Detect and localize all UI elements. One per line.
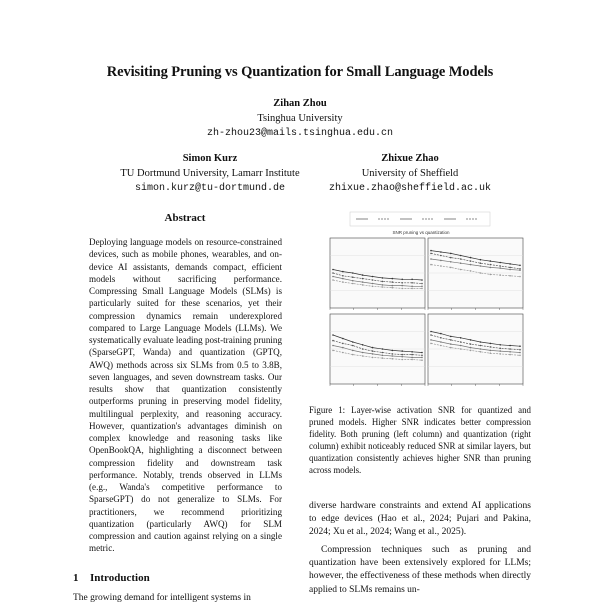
snr-data-point [372,357,374,359]
author-name: Simon Kurz [182,153,238,164]
abstract-heading: Abstract [164,212,206,224]
snr-data-point [430,264,432,266]
author-email: zh-zhou23@mails.tsinghua.edu.cn [206,128,394,139]
figure-1 [310,208,532,398]
author-name: Zhixue Zhao [381,153,439,164]
figure-caption: Figure 1: Layer-wise activation SNR for quantized and pruned models. Higher SNR indicates better compression fidelity. Both pruning (left column) and quantization (right column) exhibit noticeably reduced SNR at similar layers, but quantization consistently achieves higher SNR than pruning across models. [309,405,531,475]
snr-data-point [392,281,394,283]
snr-data-point [352,341,354,343]
snr-data-point [490,352,492,354]
snr-data-point [362,348,364,350]
snr-data-point [480,345,482,347]
snr-data-point [392,287,394,289]
snr-data-point [332,272,334,274]
snr-data-point [519,276,521,278]
snr-data-point [509,348,511,350]
snr-data-point [499,265,501,267]
snr-data-point [421,359,423,361]
snr-data-point [362,355,364,357]
snr-data-point [382,357,384,359]
snr-data-point [372,279,374,281]
snr-data-point [401,279,403,281]
snr-data-point [519,349,521,351]
abstract-text: Deploying language models on resource-constrained devices, such as mobile phones, wearables, and on-device AI assistants, demands compact, efficient models without sacrificing performance. Compressing Small Language Models (SLMs) is particularly suited for these scenarios, yet their compression dynamics remain underexplored compared to Large Language Models (LLMs). We systematically evaluate leading post-training pruning (SparseGPT, Wanda) and quantization (GPTQ, AWQ) methods across six SLMs from 0.5 to 3.8B, seven languages, and seven downstream tasks. Our results show that quantization consistently outperforms pruning in preserving model fidelity, multilingual perplexity, and reasoning accuracy. However, quantization's advantages diminish on complex knowledge and reasoning tasks like OpenBookQA, highlighting a disconnect between compression fidelity and downstream task performance. Notably, trends observed in LLMs (e.g., Wanda's competitive performance to SparseGPT) do not generalize to SLMs. For practitioners, we recommend prioritizing quantization (particularly AWQ) for SLM compression and caution against relying on a single metric. [89,237,282,554]
snr-data-point [392,278,394,280]
snr-data-point [332,345,334,347]
snr-data-point [499,350,501,352]
snr-data-point [352,280,354,282]
section-heading [73,572,150,584]
snr-data-point [352,354,354,356]
snr-data-point [450,257,452,259]
snr-data-point [450,253,452,255]
paper-title: Revisiting Pruning vs Quantization for Small Language Models [106,64,494,80]
snr-data-point [509,269,511,271]
snr-data-point [519,355,521,357]
snr-data-point [382,348,384,350]
snr-data-point [401,282,403,284]
snr-data-point [411,351,413,353]
snr-data-point [411,282,413,284]
snr-data-point [440,341,442,343]
snr-data-point [470,257,472,259]
snr-data-point [382,277,384,279]
snr-data-point [362,278,364,280]
snr-data-point [411,286,413,288]
snr-data-point [440,333,442,335]
author-affiliation: University of Sheffield [361,168,459,179]
snr-data-point [450,261,452,263]
snr-data-point [382,352,384,354]
snr-data-point [382,355,384,357]
snr-data-point [460,258,462,260]
snr-data-point [362,284,364,286]
snr-data-point [490,264,492,266]
snr-figure-plot [310,208,532,398]
snr-data-point [450,343,452,345]
snr-data-point [401,285,403,287]
snr-data-point [342,338,344,340]
snr-data-point [450,336,452,338]
snr-data-point [342,271,344,273]
snr-data-point [372,286,374,288]
snr-data-point [362,281,364,283]
author-block [150,96,450,141]
snr-data-point [362,352,364,354]
snr-data-point [332,276,334,278]
snr-data-point [440,265,442,267]
snr-data-point [480,351,482,353]
snr-data-point [499,344,501,346]
snr-data-point [342,278,344,280]
snr-data-point [470,347,472,349]
snr-data-point [480,272,482,274]
snr-data-point [440,345,442,347]
snr-data-point [440,251,442,253]
snr-data-point [362,344,364,346]
snr-data-point [440,255,442,257]
figure-panel-title: SNR pruning vs quantization [392,230,450,235]
snr-data-point [450,339,452,341]
snr-data-point [401,350,403,352]
section-title: Introduction [90,572,150,584]
snr-data-point [332,350,334,352]
snr-data-point [499,348,501,350]
snr-data-point [480,265,482,267]
snr-data-point [480,341,482,343]
snr-data-point [352,345,354,347]
snr-data-point [372,350,374,352]
snr-data-point [470,350,472,352]
snr-data-point [490,350,492,352]
snr-data-point [480,348,482,350]
snr-data-point [401,359,403,361]
snr-data-point [372,347,374,349]
author-email: simon.kurz@tu-dortmund.de [134,183,286,194]
snr-data-point [490,267,492,269]
snr-data-point [480,259,482,261]
snr-data-point [460,337,462,339]
snr-data-point [332,334,334,336]
snr-data-point [411,359,413,361]
snr-data-point [519,352,521,354]
snr-data-point [460,345,462,347]
snr-data-point [440,337,442,339]
body-paragraph: Compression techniques such as pruning and quantization have been extensively explored for LLMs; however, the effectiveness of these methods when directly applied to SLMs remains un- [309,545,531,595]
snr-data-point [392,358,394,360]
snr-data-point [392,285,394,287]
snr-data-point [421,357,423,359]
snr-data-point [509,263,511,265]
snr-data-point [352,276,354,278]
snr-data-point [519,268,521,270]
snr-data-point [490,274,492,276]
author-affiliation: TU Dortmund University, Lamarr Institute [120,168,300,179]
snr-data-point [332,279,334,281]
snr-data-point [401,356,403,358]
snr-data-point [421,279,423,281]
snr-data-point [499,274,501,276]
body-paragraph: diverse hardware constraints and extend AI applications to edge devices (Hao et al., 2024; Pujari and Pakina, 2024; Xu et al., 2024; Wang et al., 2025). [309,501,531,538]
author-block [280,151,540,196]
snr-data-point [430,331,432,333]
snr-data-point [342,347,344,349]
snr-data-point [382,286,384,288]
snr-data-point [411,357,413,359]
snr-data-point [430,250,432,252]
snr-data-point [470,264,472,266]
snr-data-point [519,345,521,347]
snr-data-point [499,267,501,269]
snr-data-point [430,343,432,345]
snr-data-point [490,346,492,348]
section-number: 1 [73,572,79,584]
snr-data-point [421,288,423,290]
snr-data-point [372,353,374,355]
snr-data-point [460,262,462,264]
intro-first-line: The growing demand for intelligent systems in [73,593,251,603]
snr-data-point [352,272,354,274]
snr-data-point [430,258,432,260]
snr-data-point [362,274,364,276]
snr-data-point [499,353,501,355]
snr-data-point [352,350,354,352]
snr-data-point [490,343,492,345]
snr-data-point [382,281,384,283]
snr-data-point [490,260,492,262]
snr-data-point [519,269,521,271]
snr-data-point [509,354,511,356]
snr-data-point [421,286,423,288]
snr-data-point [440,260,442,262]
snr-data-point [470,339,472,341]
author-name: Zihan Zhou [273,98,327,109]
snr-data-point [509,351,511,353]
snr-data-point [411,288,413,290]
snr-data-point [342,343,344,345]
snr-data-point [342,281,344,283]
snr-data-point [411,279,413,281]
snr-data-point [392,353,394,355]
author-affiliation: Tsinghua University [257,113,343,124]
snr-data-point [372,276,374,278]
snr-data-point [392,350,394,352]
snr-data-point [430,334,432,336]
snr-data-point [460,269,462,271]
snr-data-point [509,345,511,347]
snr-data-point [401,354,403,356]
snr-data-point [519,265,521,267]
snr-data-point [450,347,452,349]
snr-data-point [411,354,413,356]
snr-data-point [342,352,344,354]
snr-data-point [450,267,452,269]
snr-data-point [509,275,511,277]
snr-data-point [342,275,344,277]
snr-data-point [499,262,501,264]
snr-data-point [470,343,472,345]
snr-data-point [460,255,462,257]
snr-data-point [470,260,472,262]
snr-data-point [421,352,423,354]
snr-data-point [480,262,482,264]
snr-data-point [332,269,334,271]
snr-data-point [460,348,462,350]
snr-data-point [382,284,384,286]
snr-data-point [421,283,423,285]
snr-data-point [392,355,394,357]
author-email: zhixue.zhao@sheffield.ac.uk [328,183,492,194]
snr-data-point [430,253,432,255]
snr-data-point [470,270,472,272]
snr-data-point [421,355,423,357]
snr-data-point [401,288,403,290]
snr-data-point [332,340,334,342]
snr-data-point [460,341,462,343]
snr-data-point [372,283,374,285]
snr-data-point [430,339,432,341]
snr-data-point [352,283,354,285]
snr-data-point [509,267,511,269]
